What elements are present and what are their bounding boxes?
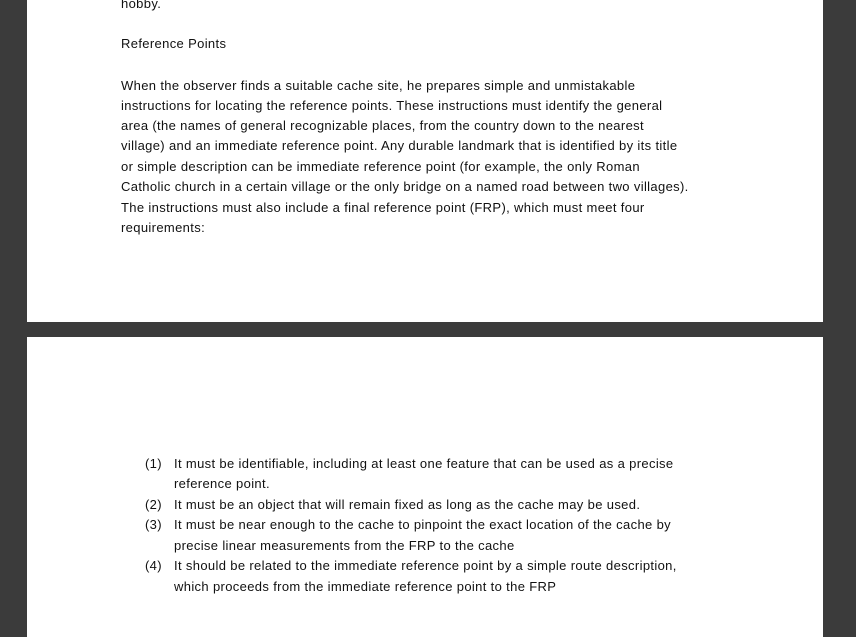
list-number: (3) (145, 517, 162, 532)
paragraph-line: The instructions must also include a final reference point (FRP), which must meet four (121, 200, 645, 215)
paragraph-line: or simple description can be immediate reference point (for example, the only Roman (121, 159, 640, 174)
paragraph-line: area (the names of general recognizable places, from the country down to the nearest (121, 118, 644, 133)
list-text: It must be near enough to the cache to pinpoint the exact location of the cache by (174, 517, 672, 532)
list-number: (4) (145, 558, 162, 573)
list-text: reference point. (174, 476, 270, 491)
list-text: which proceeds from the immediate reference point to the FRP (174, 579, 557, 594)
paragraph-line: Catholic church in a certain village or the only bridge on a named road between two villages). (121, 179, 689, 194)
document-page-2 (27, 337, 823, 637)
list-text: precise linear measurements from the FRP to the cache (174, 538, 515, 553)
list-number: (1) (145, 456, 162, 471)
paragraph-line: instructions for locating the reference points. These instructions must identify the general (121, 98, 663, 113)
paragraph-line: village) and an immediate reference point. Any durable landmark that is identified by its title (121, 138, 678, 153)
paragraph-line: When the observer finds a suitable cache site, he prepares simple and unmistakable (121, 78, 636, 93)
paragraph-line: requirements: (121, 220, 206, 235)
document-page-1 (27, 0, 823, 322)
list-text: It must be an object that will remain fixed as long as the cache may be used. (174, 497, 641, 512)
section-heading: Reference Points (121, 36, 227, 51)
list-number: (2) (145, 497, 162, 512)
list-text: It should be related to the immediate reference point by a simple route description, (174, 558, 677, 573)
list-text: It must be identifiable, including at least one feature that can be used as a precise (174, 456, 674, 471)
previous-paragraph-tail: hobby. (121, 0, 162, 11)
